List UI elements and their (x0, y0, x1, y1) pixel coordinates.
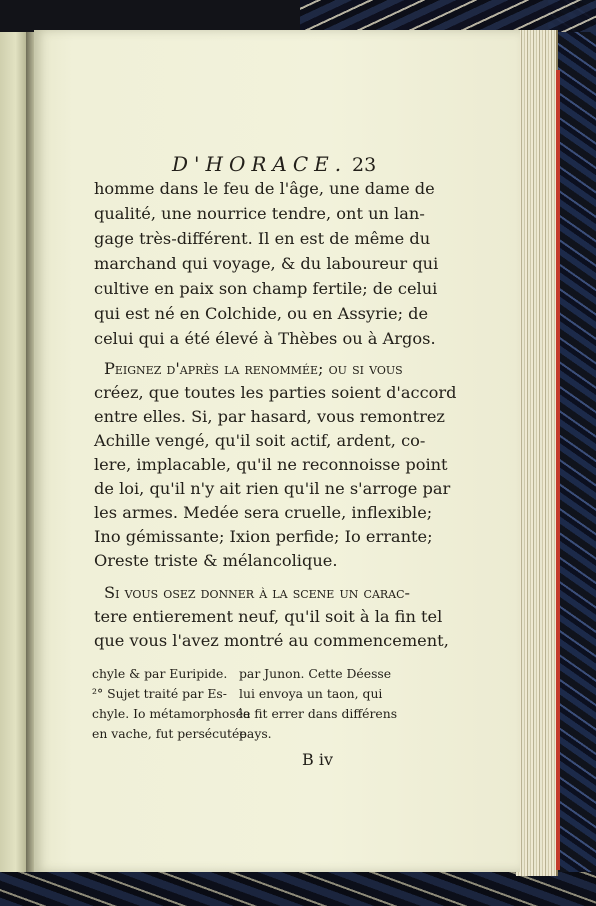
facing-page-edge (0, 32, 27, 872)
footnote-right-line-1: par Junon. Cette Déesse (239, 666, 392, 681)
paragraph-1-line-4: marchand qui voyage, & du laboureur qui (94, 254, 439, 273)
paragraph-1-line-6: qui est né en Colchide, ou en Assyrie; de (94, 304, 429, 323)
footnote-left-line-1: chyle & par Euripide. (92, 666, 228, 681)
paragraph-1-line-5: cultive en paix son champ fertile; de celui (94, 279, 438, 298)
paragraph-2-line-3: entre elles. Si, par hasard, vous remontrez (94, 407, 445, 426)
signature-mark: B iv (302, 750, 333, 769)
paragraph-1-line-1: homme dans le feu de l'âge, une dame de (94, 179, 435, 198)
footnote-right-line-4: pays. (239, 726, 272, 741)
running-title: D'HORACE. (172, 152, 348, 176)
paragraph-3-line-1 (104, 582, 410, 604)
paragraph-2-line-4: Achille vengé, qu'il soit actif, ardent, co- (94, 431, 426, 450)
paragraph-2-line-9: Oreste triste & mélancolique. (94, 551, 338, 570)
paragraph-2-line-8: Ino gémissante; Ixion perfide; Io errante; (94, 527, 433, 546)
footnote-right-line-3: la fit errer dans différens (239, 706, 398, 721)
paragraph-3-line-2: tere entierement neuf, qu'il soit à la fin tel (94, 607, 443, 626)
marbled-cover-bottom (0, 872, 596, 906)
paragraph-3-line-1-text: Si vous osez donner à la scene un carac- (104, 583, 410, 602)
paragraph-2-line-5: lere, implacable, qu'il ne reconnoisse point (94, 455, 448, 474)
paragraph-2-line-7: les armes. Medée sera cruelle, inflexible; (94, 503, 433, 522)
page-number: 23 (352, 154, 377, 176)
paragraph-3-line-3: que vous l'avez montré au commencement, (94, 631, 449, 650)
paragraph-1-line-2: qualité, une nourrice tendre, ont un lan- (94, 204, 425, 223)
paragraph-2-line-6: de loi, qu'il n'y ait rien qu'il ne s'arroge par (94, 479, 451, 498)
paragraph-1-line-7: celui qui a été élevé à Thèbes ou à Argos. (94, 329, 436, 348)
marbled-cover-top (300, 0, 596, 32)
footnote-right-line-2: lui envoya un taon, qui (239, 686, 383, 701)
footnote-left-line-3: chyle. Io métamorphosée (92, 706, 251, 721)
paragraph-1-line-3: gage très-différent. Il en est de même du (94, 229, 431, 248)
paragraph-2-line-1 (104, 358, 403, 380)
page-block-edges (516, 30, 558, 876)
paragraph-2-line-2: créez, que toutes les parties soient d'accord (94, 383, 457, 402)
paragraph-2-line-1-text: Peignez d'après la renommée; ou si vous (104, 359, 403, 378)
footnote-left-line-2: ²° Sujet traité par Es- (92, 686, 227, 701)
footnote-left-line-4: en vache, fut persécutée (92, 726, 247, 741)
